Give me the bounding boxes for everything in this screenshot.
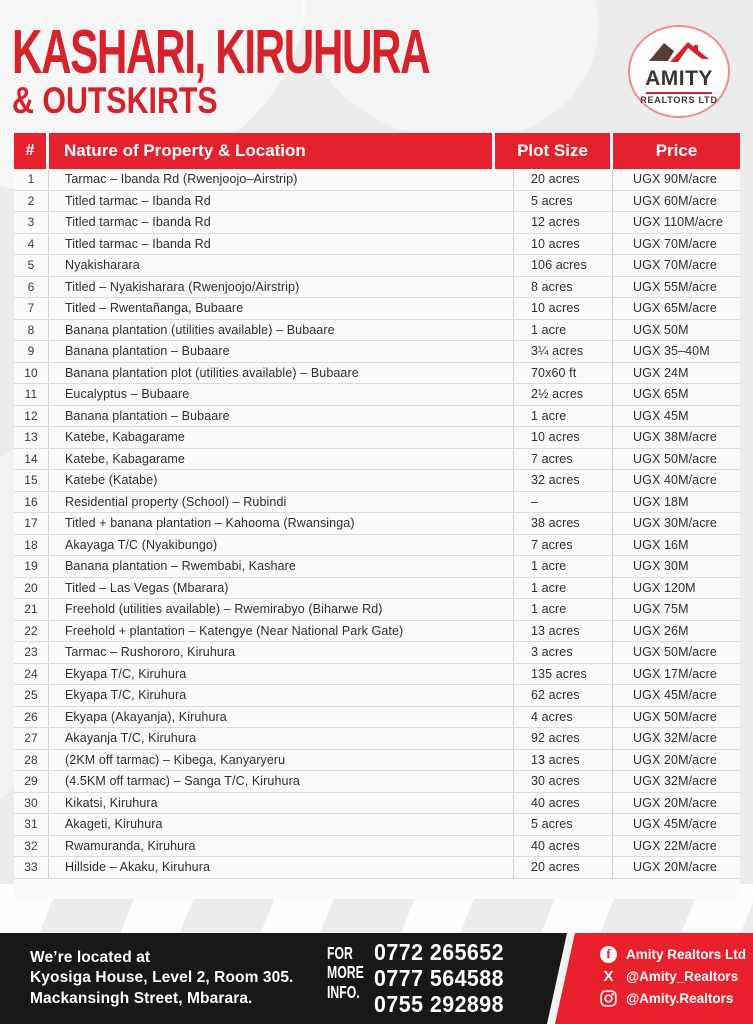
row-property: Ekyapa T/C, Kiruhura: [48, 664, 513, 685]
row-plot-size: 135 acres: [513, 664, 612, 685]
row-number: 16: [24, 494, 38, 509]
table-row: [14, 298, 740, 320]
footer: [0, 933, 753, 1024]
row-number: 7: [27, 301, 35, 316]
table-row: [14, 427, 740, 449]
social-links: [600, 945, 746, 1007]
row-property: Eucalyptus – Bubaare: [48, 384, 513, 405]
row-property: Ekyapa (Akayanja), Kiruhura: [48, 707, 513, 728]
row-number: 25: [24, 688, 38, 703]
row-plot-size: 1 acre: [513, 578, 612, 599]
row-plot-size: 62 acres: [513, 685, 612, 706]
row-plot-size: 3 acres: [513, 642, 612, 663]
row-property: Akageti, Kiruhura: [48, 814, 513, 835]
company-logo: [628, 25, 730, 118]
table-row: [14, 707, 740, 729]
row-number: 13: [24, 430, 38, 445]
row-property: Titled tarmac – Ibanda Rd: [48, 191, 513, 212]
row-number: 27: [24, 731, 38, 746]
address-line: Kyosiga House, Level 2, Room 305.: [30, 969, 294, 987]
instagram-handle: @Amity.Realtors: [626, 990, 734, 1006]
row-number: 21: [24, 602, 38, 617]
row-property: (2KM off tarmac) – Kibega, Kanyaryeru: [48, 750, 513, 771]
row-price: UGX 50M/acre: [612, 449, 740, 470]
row-price: UGX 40M/acre: [612, 470, 740, 491]
row-number: 29: [24, 774, 38, 789]
row-price: UGX 75M: [612, 599, 740, 620]
header-number: #: [14, 133, 46, 169]
row-price: UGX 22M/acre: [612, 836, 740, 857]
instagram-row: [600, 989, 746, 1007]
row-plot-size: 38 acres: [513, 513, 612, 534]
row-property: Tarmac – Rushororo, Kiruhura: [48, 642, 513, 663]
table-row: [14, 685, 740, 707]
table-row: [14, 750, 740, 772]
table-row: [14, 492, 740, 514]
row-plot-size: 4 acres: [513, 707, 612, 728]
row-property: Titled tarmac – Ibanda Rd: [48, 234, 513, 255]
row-number: 14: [24, 451, 38, 466]
row-plot-size: 106 acres: [513, 255, 612, 276]
table-row: [14, 664, 740, 686]
table-row: [14, 771, 740, 793]
address-line: Mackansingh Street, Mbarara.: [30, 989, 253, 1007]
row-number: 3: [27, 215, 35, 230]
row-number: 11: [24, 387, 38, 402]
row-price: UGX 45M/acre: [612, 814, 740, 835]
table-row: [14, 406, 740, 428]
row-property: Titled – Nyakisharara (Rwenjoojo/Airstrip): [48, 277, 513, 298]
table-body: [14, 169, 740, 879]
row-number: 19: [24, 559, 38, 574]
table-row: [14, 384, 740, 406]
row-plot-size: 10 acres: [513, 427, 612, 448]
facebook-icon: [600, 946, 617, 963]
row-price: UGX 26M: [612, 621, 740, 642]
listings-table: [14, 133, 740, 899]
row-plot-size: 1 acre: [513, 556, 612, 577]
page-subtitle: & OUTSKIRTS: [12, 80, 218, 121]
row-price: UGX 65M: [612, 384, 740, 405]
for-more-info-label: FOR MORE INFO.: [327, 943, 364, 1002]
row-property: Titled + banana plantation – Kahooma (Rwansinga): [48, 513, 513, 534]
row-price: UGX 30M/acre: [612, 513, 740, 534]
row-property: Titled tarmac – Ibanda Rd: [48, 212, 513, 233]
row-price: UGX 45M/acre: [612, 685, 740, 706]
row-price: UGX 16M: [612, 535, 740, 556]
row-plot-size: 20 acres: [513, 857, 612, 878]
row-property: Banana plantation – Rwembabi, Kashare: [48, 556, 513, 577]
row-number: 18: [24, 537, 38, 552]
row-price: UGX 70M/acre: [612, 234, 740, 255]
table-row: [14, 169, 740, 191]
row-plot-size: 92 acres: [513, 728, 612, 749]
table-row: [14, 857, 740, 879]
row-property: Rwamuranda, Kiruhura: [48, 836, 513, 857]
table-row: [14, 642, 740, 664]
row-plot-size: 2½ acres: [513, 384, 612, 405]
row-price: UGX 45M: [612, 406, 740, 427]
row-plot-size: 40 acres: [513, 793, 612, 814]
table-row: [14, 535, 740, 557]
row-number: 23: [24, 645, 38, 660]
row-plot-size: 1 acre: [513, 406, 612, 427]
row-number: 24: [24, 666, 38, 681]
logo-name: AMITY: [645, 66, 713, 90]
row-property: Banana plantation – Bubaare: [48, 406, 513, 427]
table-row: [14, 234, 740, 256]
row-price: UGX 17M/acre: [612, 664, 740, 685]
row-price: UGX 32M/acre: [612, 728, 740, 749]
header-property: Nature of Property & Location: [49, 133, 492, 169]
row-price: UGX 35–40M: [612, 341, 740, 362]
row-plot-size: 5 acres: [513, 814, 612, 835]
row-plot-size: 10 acres: [513, 234, 612, 255]
phone-number: 0772 265652: [374, 939, 505, 965]
row-plot-size: 40 acres: [513, 836, 612, 857]
table-row: [14, 578, 740, 600]
row-property: Banana plantation (utilities available) – Bubaare: [48, 320, 513, 341]
facebook-handle: Amity Realtors Ltd: [626, 946, 747, 962]
table-row: [14, 599, 740, 621]
row-price: UGX 30M: [612, 556, 740, 577]
row-plot-size: 13 acres: [513, 750, 612, 771]
row-property: Hillside – Akaku, Kiruhura: [48, 857, 513, 878]
row-price: UGX 20M/acre: [612, 793, 740, 814]
x-row: [600, 967, 746, 985]
table-row: [14, 814, 740, 836]
instagram-icon: [600, 990, 617, 1007]
row-property: Freehold + plantation – Katengye (Near National Park Gate): [48, 621, 513, 642]
row-price: UGX 50M/acre: [612, 707, 740, 728]
row-property: (4.5KM off tarmac) – Sanga T/C, Kiruhura: [48, 771, 513, 792]
row-price: UGX 110M/acre: [612, 212, 740, 233]
x-handle: @Amity_Realtors: [626, 968, 739, 984]
roof-icon: [648, 39, 710, 67]
row-price: UGX 60M/acre: [612, 191, 740, 212]
row-plot-size: 8 acres: [513, 277, 612, 298]
row-number: 8: [27, 322, 35, 337]
row-number: 10: [24, 365, 38, 380]
row-number: 9: [27, 344, 35, 359]
row-plot-size: 32 acres: [513, 470, 612, 491]
row-property: Tarmac – Ibanda Rd (Rwenjoojo–Airstrip): [48, 169, 513, 190]
row-plot-size: 10 acres: [513, 298, 612, 319]
row-number: 17: [24, 516, 38, 531]
row-plot-size: –: [513, 492, 612, 513]
row-number: 5: [27, 258, 35, 273]
row-property: Ekyapa T/C, Kiruhura: [48, 685, 513, 706]
row-plot-size: 7 acres: [513, 535, 612, 556]
row-price: UGX 32M/acre: [612, 771, 740, 792]
row-price: UGX 20M/acre: [612, 750, 740, 771]
table-row: [14, 470, 740, 492]
table-row: [14, 556, 740, 578]
row-number: 1: [27, 172, 35, 187]
row-number: 6: [27, 279, 35, 294]
row-number: 15: [24, 473, 38, 488]
row-plot-size: 5 acres: [513, 191, 612, 212]
table-row: [14, 320, 740, 342]
address-block: [30, 948, 293, 1009]
row-number: 20: [24, 580, 38, 595]
row-number: 30: [24, 795, 38, 810]
logo-subtitle: REALTORS LTD: [640, 94, 718, 105]
row-plot-size: 13 acres: [513, 621, 612, 642]
row-number: 33: [24, 860, 38, 875]
row-price: UGX 18M: [612, 492, 740, 513]
row-plot-size: 3¼ acres: [513, 341, 612, 362]
table-header-row: [14, 133, 740, 169]
row-price: UGX 70M/acre: [612, 255, 740, 276]
row-property: Akayanja T/C, Kiruhura: [48, 728, 513, 749]
row-property: Banana plantation – Bubaare: [48, 341, 513, 362]
row-plot-size: 70x60 ft: [513, 363, 612, 384]
table-row: [14, 363, 740, 385]
header-price: Price: [613, 133, 740, 169]
row-property: Banana plantation plot (utilities available) – Bubaare: [48, 363, 513, 384]
row-property: Katebe (Katabe): [48, 470, 513, 491]
row-price: UGX 90M/acre: [612, 169, 740, 190]
table-row: [14, 341, 740, 363]
row-plot-size: 30 acres: [513, 771, 612, 792]
row-price: UGX 50M: [612, 320, 740, 341]
row-price: UGX 38M/acre: [612, 427, 740, 448]
row-property: Titled – Las Vegas (Mbarara): [48, 578, 513, 599]
facebook-row: [600, 945, 746, 963]
row-price: UGX 55M/acre: [612, 277, 740, 298]
phone-numbers: [374, 940, 504, 1017]
table-row: [14, 212, 740, 234]
table-row: [14, 836, 740, 858]
table-row: [14, 255, 740, 277]
row-plot-size: 20 acres: [513, 169, 612, 190]
row-plot-size: 7 acres: [513, 449, 612, 470]
row-number: 32: [24, 838, 38, 853]
row-property: Freehold (utilities available) – Rwemirabyo (Biharwe Rd): [48, 599, 513, 620]
table-row: [14, 621, 740, 643]
row-price: UGX 120M: [612, 578, 740, 599]
row-price: UGX 65M/acre: [612, 298, 740, 319]
row-property: Nyakisharara: [48, 255, 513, 276]
table-row: [14, 513, 740, 535]
logo-divider: [646, 92, 712, 94]
row-property: Kikatsi, Kiruhura: [48, 793, 513, 814]
row-price: UGX 20M/acre: [612, 857, 740, 878]
row-plot-size: 1 acre: [513, 320, 612, 341]
table-row: [14, 449, 740, 471]
table-row: [14, 793, 740, 815]
header-plot-size: Plot Size: [495, 133, 610, 169]
row-property: Akayaga T/C (Nyakibungo): [48, 535, 513, 556]
row-number: 28: [24, 752, 38, 767]
row-number: 4: [27, 236, 35, 251]
phone-number: 0755 292898: [374, 990, 505, 1017]
row-number: 12: [24, 408, 38, 423]
row-property: Katebe, Kabagarame: [48, 449, 513, 470]
table-row: [14, 191, 740, 213]
row-plot-size: 1 acre: [513, 599, 612, 620]
x-icon: [600, 969, 617, 984]
row-property: Titled – Rwentañanga, Bubaare: [48, 298, 513, 319]
address-line: We’re located at: [30, 949, 151, 966]
table-row: [14, 277, 740, 299]
row-price: UGX 50M/acre: [612, 642, 740, 663]
phone-number: 0777 564588: [374, 964, 505, 991]
row-number: 22: [24, 623, 38, 638]
page-title: KASHARI, KIRUHURA: [12, 18, 430, 87]
row-property: Katebe, Kabagarame: [48, 427, 513, 448]
row-price: UGX 24M: [612, 363, 740, 384]
row-property: Residential property (School) – Rubindi: [48, 492, 513, 513]
table-row: [14, 728, 740, 750]
row-number: 31: [24, 817, 38, 832]
row-plot-size: 12 acres: [513, 212, 612, 233]
row-number: 2: [27, 193, 35, 208]
row-number: 26: [24, 709, 38, 724]
